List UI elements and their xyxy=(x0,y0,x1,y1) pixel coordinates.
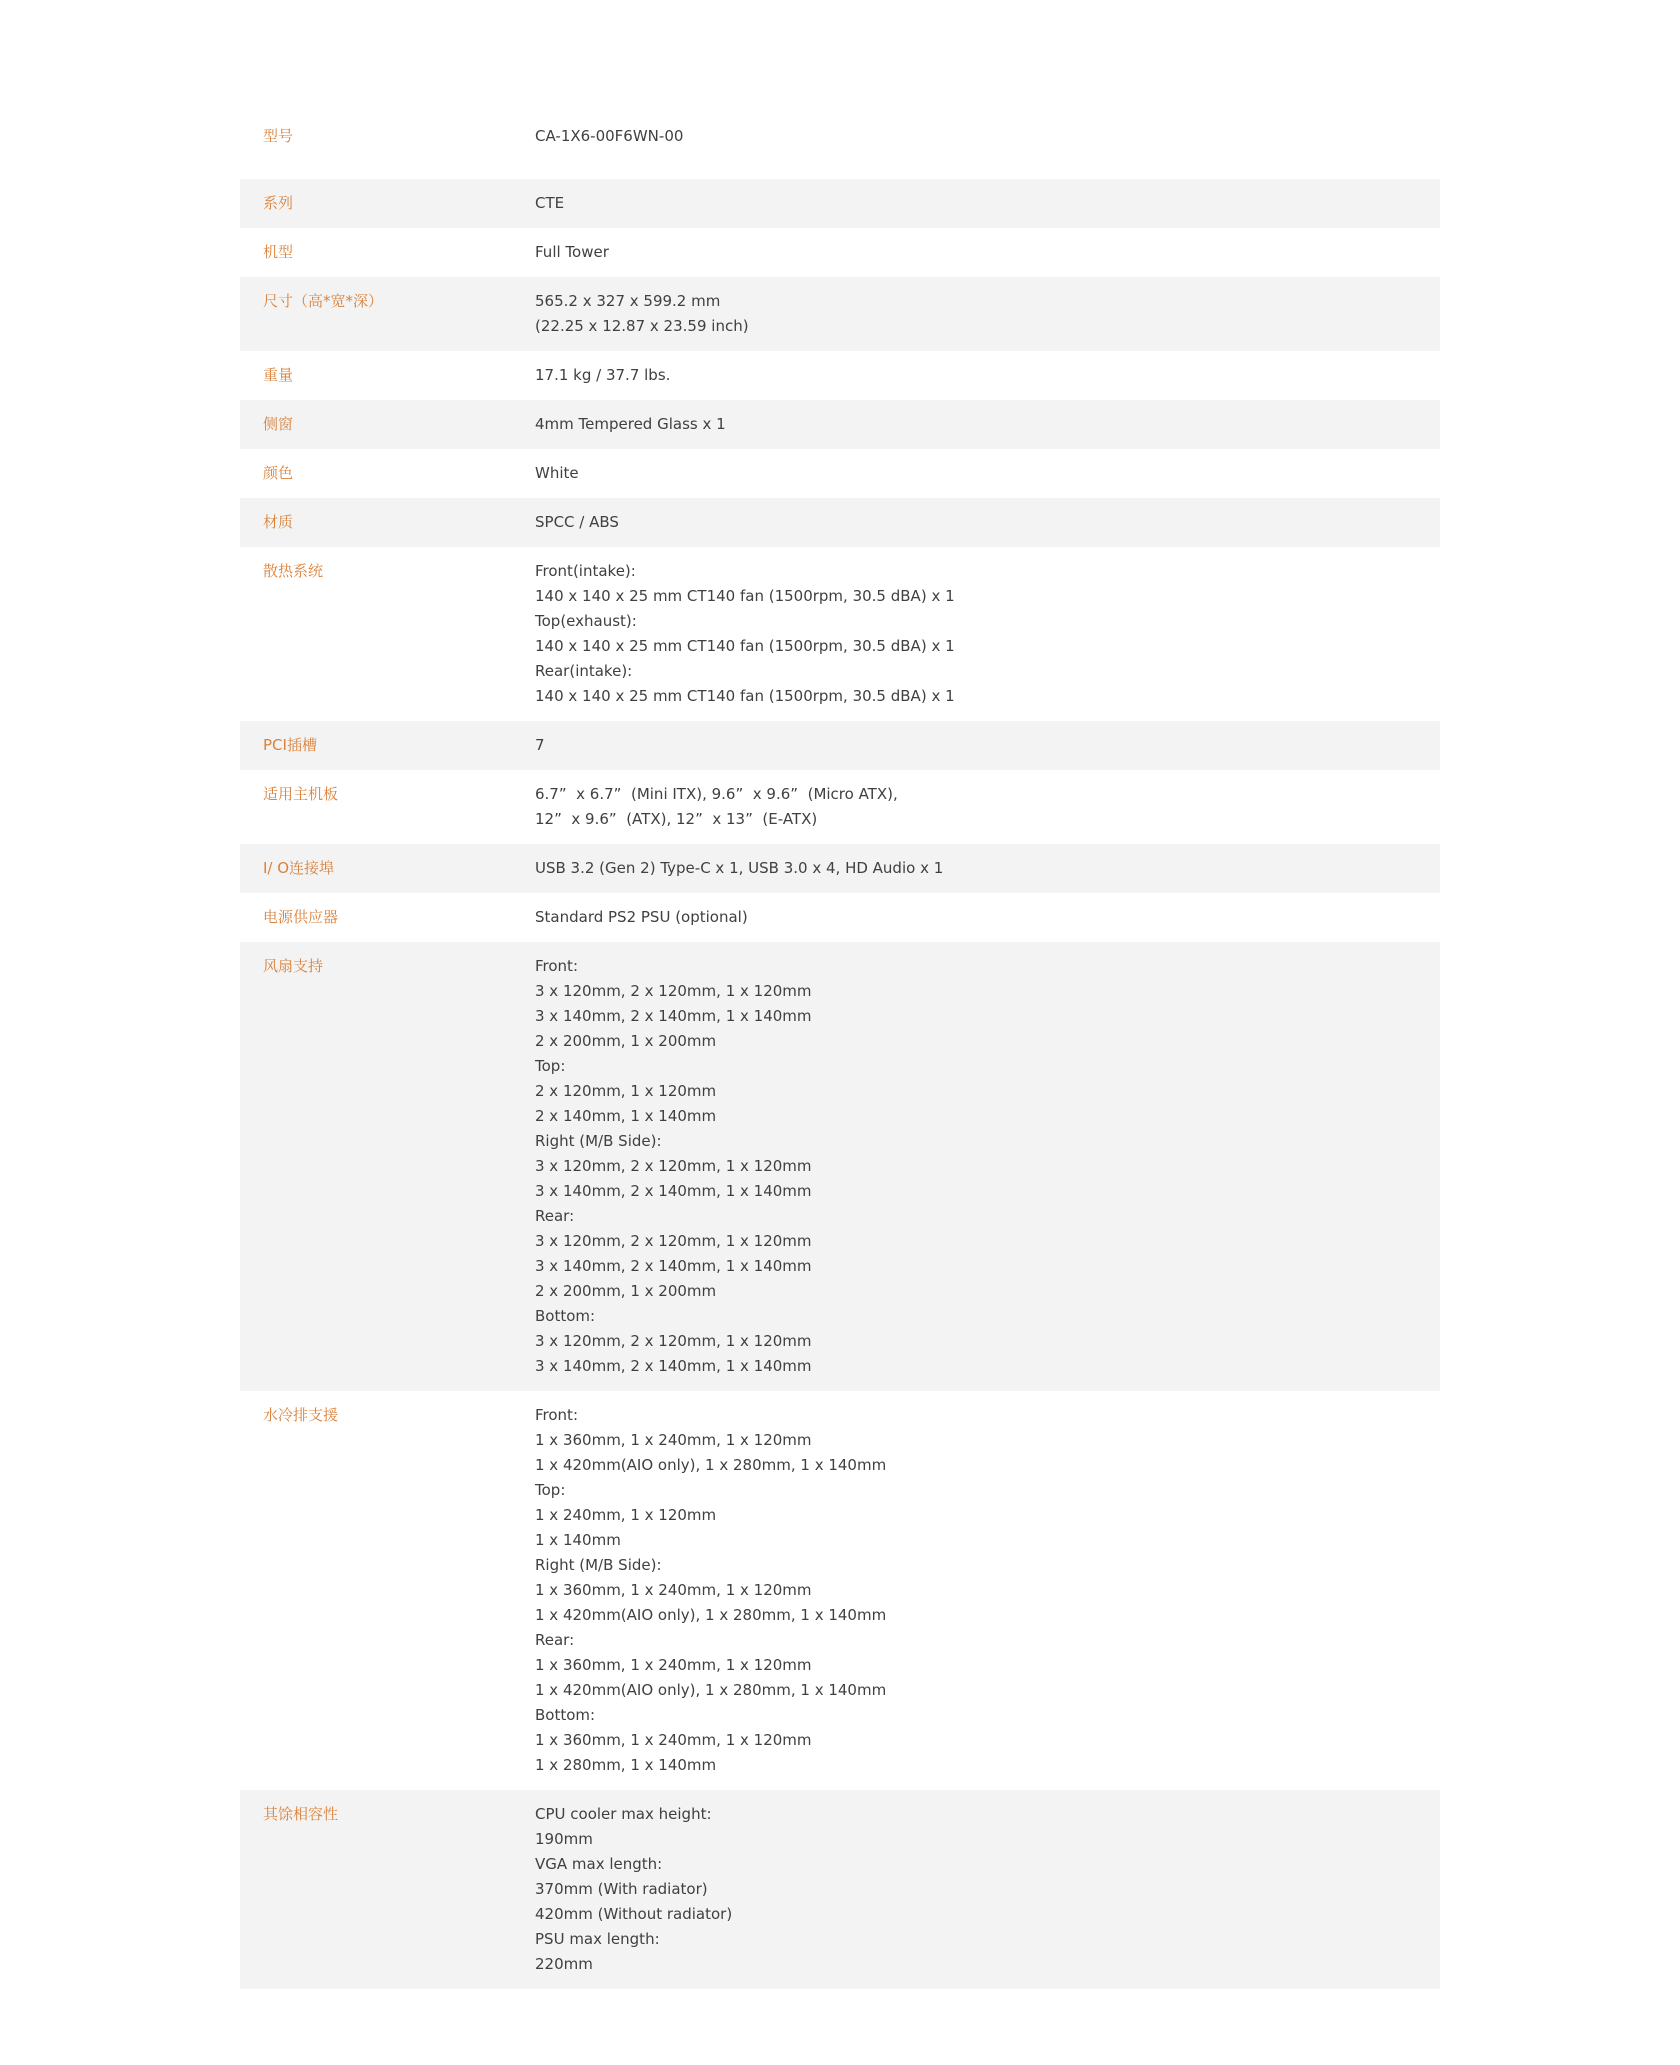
spec-value-line: 2 x 120mm, 1 x 120mm xyxy=(535,1082,717,1100)
spec-value xyxy=(535,782,1440,832)
spec-value-line: 12” x 9.6” (ATX), 12” x 13” (E-ATX) xyxy=(535,810,818,828)
spec-value-line: 3 x 140mm, 2 x 140mm, 1 x 140mm xyxy=(535,1357,812,1375)
spec-value-line: SPCC / ABS xyxy=(535,513,619,531)
spec-value-line: CPU cooler max height: xyxy=(535,1805,712,1823)
spec-label: 重量 xyxy=(263,366,294,384)
spec-value-line: (22.25 x 12.87 x 23.59 inch) xyxy=(535,317,749,335)
spec-value-line: Bottom: xyxy=(535,1307,596,1325)
spec-value-line: 3 x 140mm, 2 x 140mm, 1 x 140mm xyxy=(535,1007,812,1025)
spec-value-line: 1 x 280mm, 1 x 140mm xyxy=(535,1756,717,1774)
spec-value xyxy=(535,1802,1440,1977)
spec-value-line: 1 x 360mm, 1 x 240mm, 1 x 120mm xyxy=(535,1581,812,1599)
spec-value-line: 2 x 200mm, 1 x 200mm xyxy=(535,1032,717,1050)
spec-value-line: Front: xyxy=(535,957,578,975)
spec-value-line: 1 x 360mm, 1 x 240mm, 1 x 120mm xyxy=(535,1731,812,1749)
spec-label: 电源供应器 xyxy=(263,908,339,926)
spec-value-line: 2 x 140mm, 1 x 140mm xyxy=(535,1107,717,1125)
spec-value-line: Right (M/B Side): xyxy=(535,1556,662,1574)
spec-value-line: USB 3.2 (Gen 2) Type-C x 1, USB 3.0 x 4, HD Audio x 1 xyxy=(535,859,944,877)
spec-label: 型号 xyxy=(263,127,294,145)
spec-value-line: 420mm (Without radiator) xyxy=(535,1905,733,1923)
spec-row xyxy=(240,770,1440,844)
spec-value-line: CTE xyxy=(535,194,565,212)
spec-value xyxy=(535,954,1440,1379)
spec-value-line: 3 x 120mm, 2 x 120mm, 1 x 120mm xyxy=(535,982,812,1000)
spec-value-line: VGA max length: xyxy=(535,1855,663,1873)
spec-value-line: 3 x 140mm, 2 x 140mm, 1 x 140mm xyxy=(535,1257,812,1275)
spec-value-line: 1 x 140mm xyxy=(535,1531,621,1549)
spec-row xyxy=(240,228,1440,277)
spec-value-line: 17.1 kg / 37.7 lbs. xyxy=(535,366,671,384)
spec-value xyxy=(535,905,1440,930)
spec-value-line: 370mm (With radiator) xyxy=(535,1880,708,1898)
spec-label: 机型 xyxy=(263,243,294,261)
spec-value xyxy=(535,363,1440,388)
spec-value-line: White xyxy=(535,464,579,482)
spec-value-line: Top: xyxy=(535,1057,566,1075)
spec-value-line: 3 x 120mm, 2 x 120mm, 1 x 120mm xyxy=(535,1232,812,1250)
spec-row xyxy=(240,547,1440,721)
spec-value-line: 140 x 140 x 25 mm CT140 fan (1500rpm, 30.5 dBA) x 1 xyxy=(535,637,955,655)
spec-value-line: PSU max length: xyxy=(535,1930,660,1948)
spec-value-line: Standard PS2 PSU (optional) xyxy=(535,908,748,926)
spec-row xyxy=(240,1391,1440,1790)
spec-value-line: 3 x 120mm, 2 x 120mm, 1 x 120mm xyxy=(535,1332,812,1350)
spec-value-line: 1 x 420mm(AIO only), 1 x 280mm, 1 x 140mm xyxy=(535,1606,887,1624)
spec-label: 水冷排支援 xyxy=(263,1406,339,1424)
spec-value-line: 4mm Tempered Glass x 1 xyxy=(535,415,726,433)
spec-label: 材质 xyxy=(263,513,294,531)
spec-value-line: 3 x 140mm, 2 x 140mm, 1 x 140mm xyxy=(535,1182,812,1200)
spec-value xyxy=(535,559,1440,709)
spec-value-line: 140 x 140 x 25 mm CT140 fan (1500rpm, 30.5 dBA) x 1 xyxy=(535,587,955,605)
spec-row xyxy=(240,893,1440,942)
spec-row xyxy=(240,400,1440,449)
spec-table xyxy=(240,110,1440,1989)
spec-value-line: Rear: xyxy=(535,1207,575,1225)
spec-label: 适用主机板 xyxy=(263,785,339,803)
spec-label: 尺寸（高*宽*深） xyxy=(263,292,384,310)
spec-label: 风扇支持 xyxy=(263,957,324,975)
spec-value-line: 140 x 140 x 25 mm CT140 fan (1500rpm, 30.5 dBA) x 1 xyxy=(535,687,955,705)
spec-value-line: Bottom: xyxy=(535,1706,596,1724)
spec-value-line: Rear: xyxy=(535,1631,575,1649)
spec-value-line: Front: xyxy=(535,1406,578,1424)
spec-value-line: Rear(intake): xyxy=(535,662,633,680)
spec-label: 系列 xyxy=(263,194,294,212)
spec-label: 侧窗 xyxy=(263,415,294,433)
spec-row xyxy=(240,449,1440,498)
spec-value xyxy=(535,124,1440,149)
spec-value xyxy=(535,412,1440,437)
spec-value-line: 2 x 200mm, 1 x 200mm xyxy=(535,1282,717,1300)
spec-value-line: 6.7” x 6.7” (Mini ITX), 9.6” x 9.6” (Micro ATX), xyxy=(535,785,898,803)
spec-value-line: 1 x 360mm, 1 x 240mm, 1 x 120mm xyxy=(535,1656,812,1674)
spec-value xyxy=(535,191,1440,216)
spec-value-line: 7 xyxy=(535,736,545,754)
spec-label: I/ O连接埠 xyxy=(263,859,335,877)
spec-value xyxy=(535,461,1440,486)
spec-row xyxy=(240,179,1440,228)
spec-value-line: Front(intake): xyxy=(535,562,636,580)
spec-row xyxy=(240,844,1440,893)
spec-row xyxy=(240,277,1440,351)
spec-label: 颜色 xyxy=(263,464,294,482)
spec-row xyxy=(240,110,1440,179)
spec-value-line: 220mm xyxy=(535,1955,593,1973)
spec-row xyxy=(240,498,1440,547)
spec-value-line: 1 x 240mm, 1 x 120mm xyxy=(535,1506,717,1524)
spec-value xyxy=(535,510,1440,535)
spec-value xyxy=(535,289,1440,339)
spec-value xyxy=(535,1403,1440,1778)
spec-value-line: 1 x 360mm, 1 x 240mm, 1 x 120mm xyxy=(535,1431,812,1449)
spec-value-line: 1 x 420mm(AIO only), 1 x 280mm, 1 x 140mm xyxy=(535,1456,887,1474)
spec-value-line: CA-1X6-00F6WN-00 xyxy=(535,127,684,145)
spec-value xyxy=(535,240,1440,265)
spec-row xyxy=(240,1790,1440,1989)
spec-label: 散热系统 xyxy=(263,562,324,580)
spec-value-line: Full Tower xyxy=(535,243,609,261)
spec-row xyxy=(240,721,1440,770)
spec-value-line: Top(exhaust): xyxy=(535,612,637,630)
spec-label: PCI插槽 xyxy=(263,736,317,754)
spec-value xyxy=(535,733,1440,758)
spec-row xyxy=(240,351,1440,400)
spec-value-line: Right (M/B Side): xyxy=(535,1132,662,1150)
spec-value-line: Top: xyxy=(535,1481,566,1499)
spec-row xyxy=(240,942,1440,1391)
spec-value-line: 190mm xyxy=(535,1830,593,1848)
spec-label: 其馀相容性 xyxy=(263,1805,339,1823)
spec-value xyxy=(535,856,1440,881)
spec-value-line: 565.2 x 327 x 599.2 mm xyxy=(535,292,721,310)
spec-value-line: 3 x 120mm, 2 x 120mm, 1 x 120mm xyxy=(535,1157,812,1175)
spec-value-line: 1 x 420mm(AIO only), 1 x 280mm, 1 x 140mm xyxy=(535,1681,887,1699)
